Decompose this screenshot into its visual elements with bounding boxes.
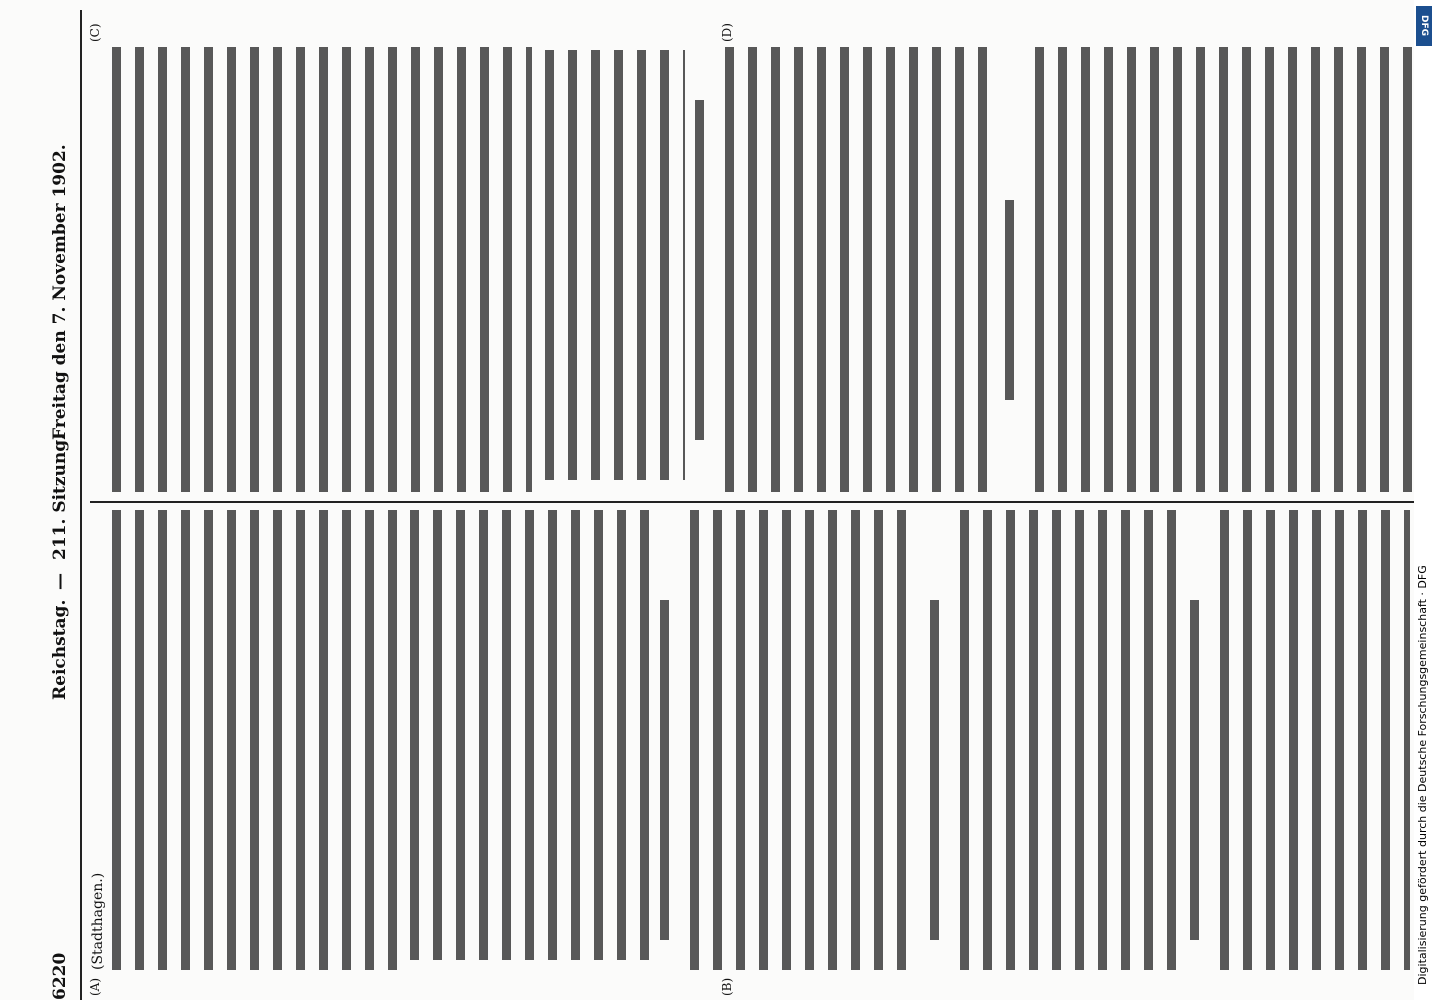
left-column-para-1 <box>112 510 400 970</box>
left-column-para-4 <box>960 510 1180 970</box>
dfg-strip <box>1414 0 1434 1000</box>
margin-label-d: (D) <box>720 23 734 42</box>
right-column-interjection-1 <box>695 100 715 440</box>
left-column-para-3 <box>690 510 920 970</box>
left-column-interjection-3 <box>1190 600 1210 940</box>
left-column-interjection-2 <box>930 600 950 940</box>
speaker-name: (Stadthagen.) <box>90 872 106 970</box>
header-title: Reichstag. <box>50 599 70 700</box>
right-column-para-3 <box>725 47 995 492</box>
right-column-para-4 <box>1035 47 1415 492</box>
left-column-para-2 <box>410 510 650 960</box>
left-column-interjection-1 <box>660 600 680 940</box>
margin-label-b: (B) <box>720 977 734 996</box>
page-number: 6220 <box>50 952 70 1000</box>
right-column-para-1 <box>112 47 532 492</box>
page-header <box>50 0 74 1000</box>
header-dash: — <box>50 573 70 590</box>
column-divider <box>90 501 1420 503</box>
dfg-credit: Digitalisierung gefördert durch die Deutsche Forschungsgemeinschaft · DFG <box>1416 565 1429 985</box>
margin-label-c: (C) <box>88 23 102 42</box>
margin-label-a: (A) <box>88 977 102 996</box>
header-date: Freitag den 7. November 1902. <box>50 144 70 440</box>
right-column-para-2 <box>545 50 685 480</box>
dfg-logo: DFG <box>1416 6 1432 46</box>
left-column-para-5 <box>1220 510 1410 970</box>
header-session: 211. Sitzung. <box>50 433 70 560</box>
header-rule <box>80 10 82 1000</box>
right-column-interjection-2 <box>1005 200 1025 400</box>
